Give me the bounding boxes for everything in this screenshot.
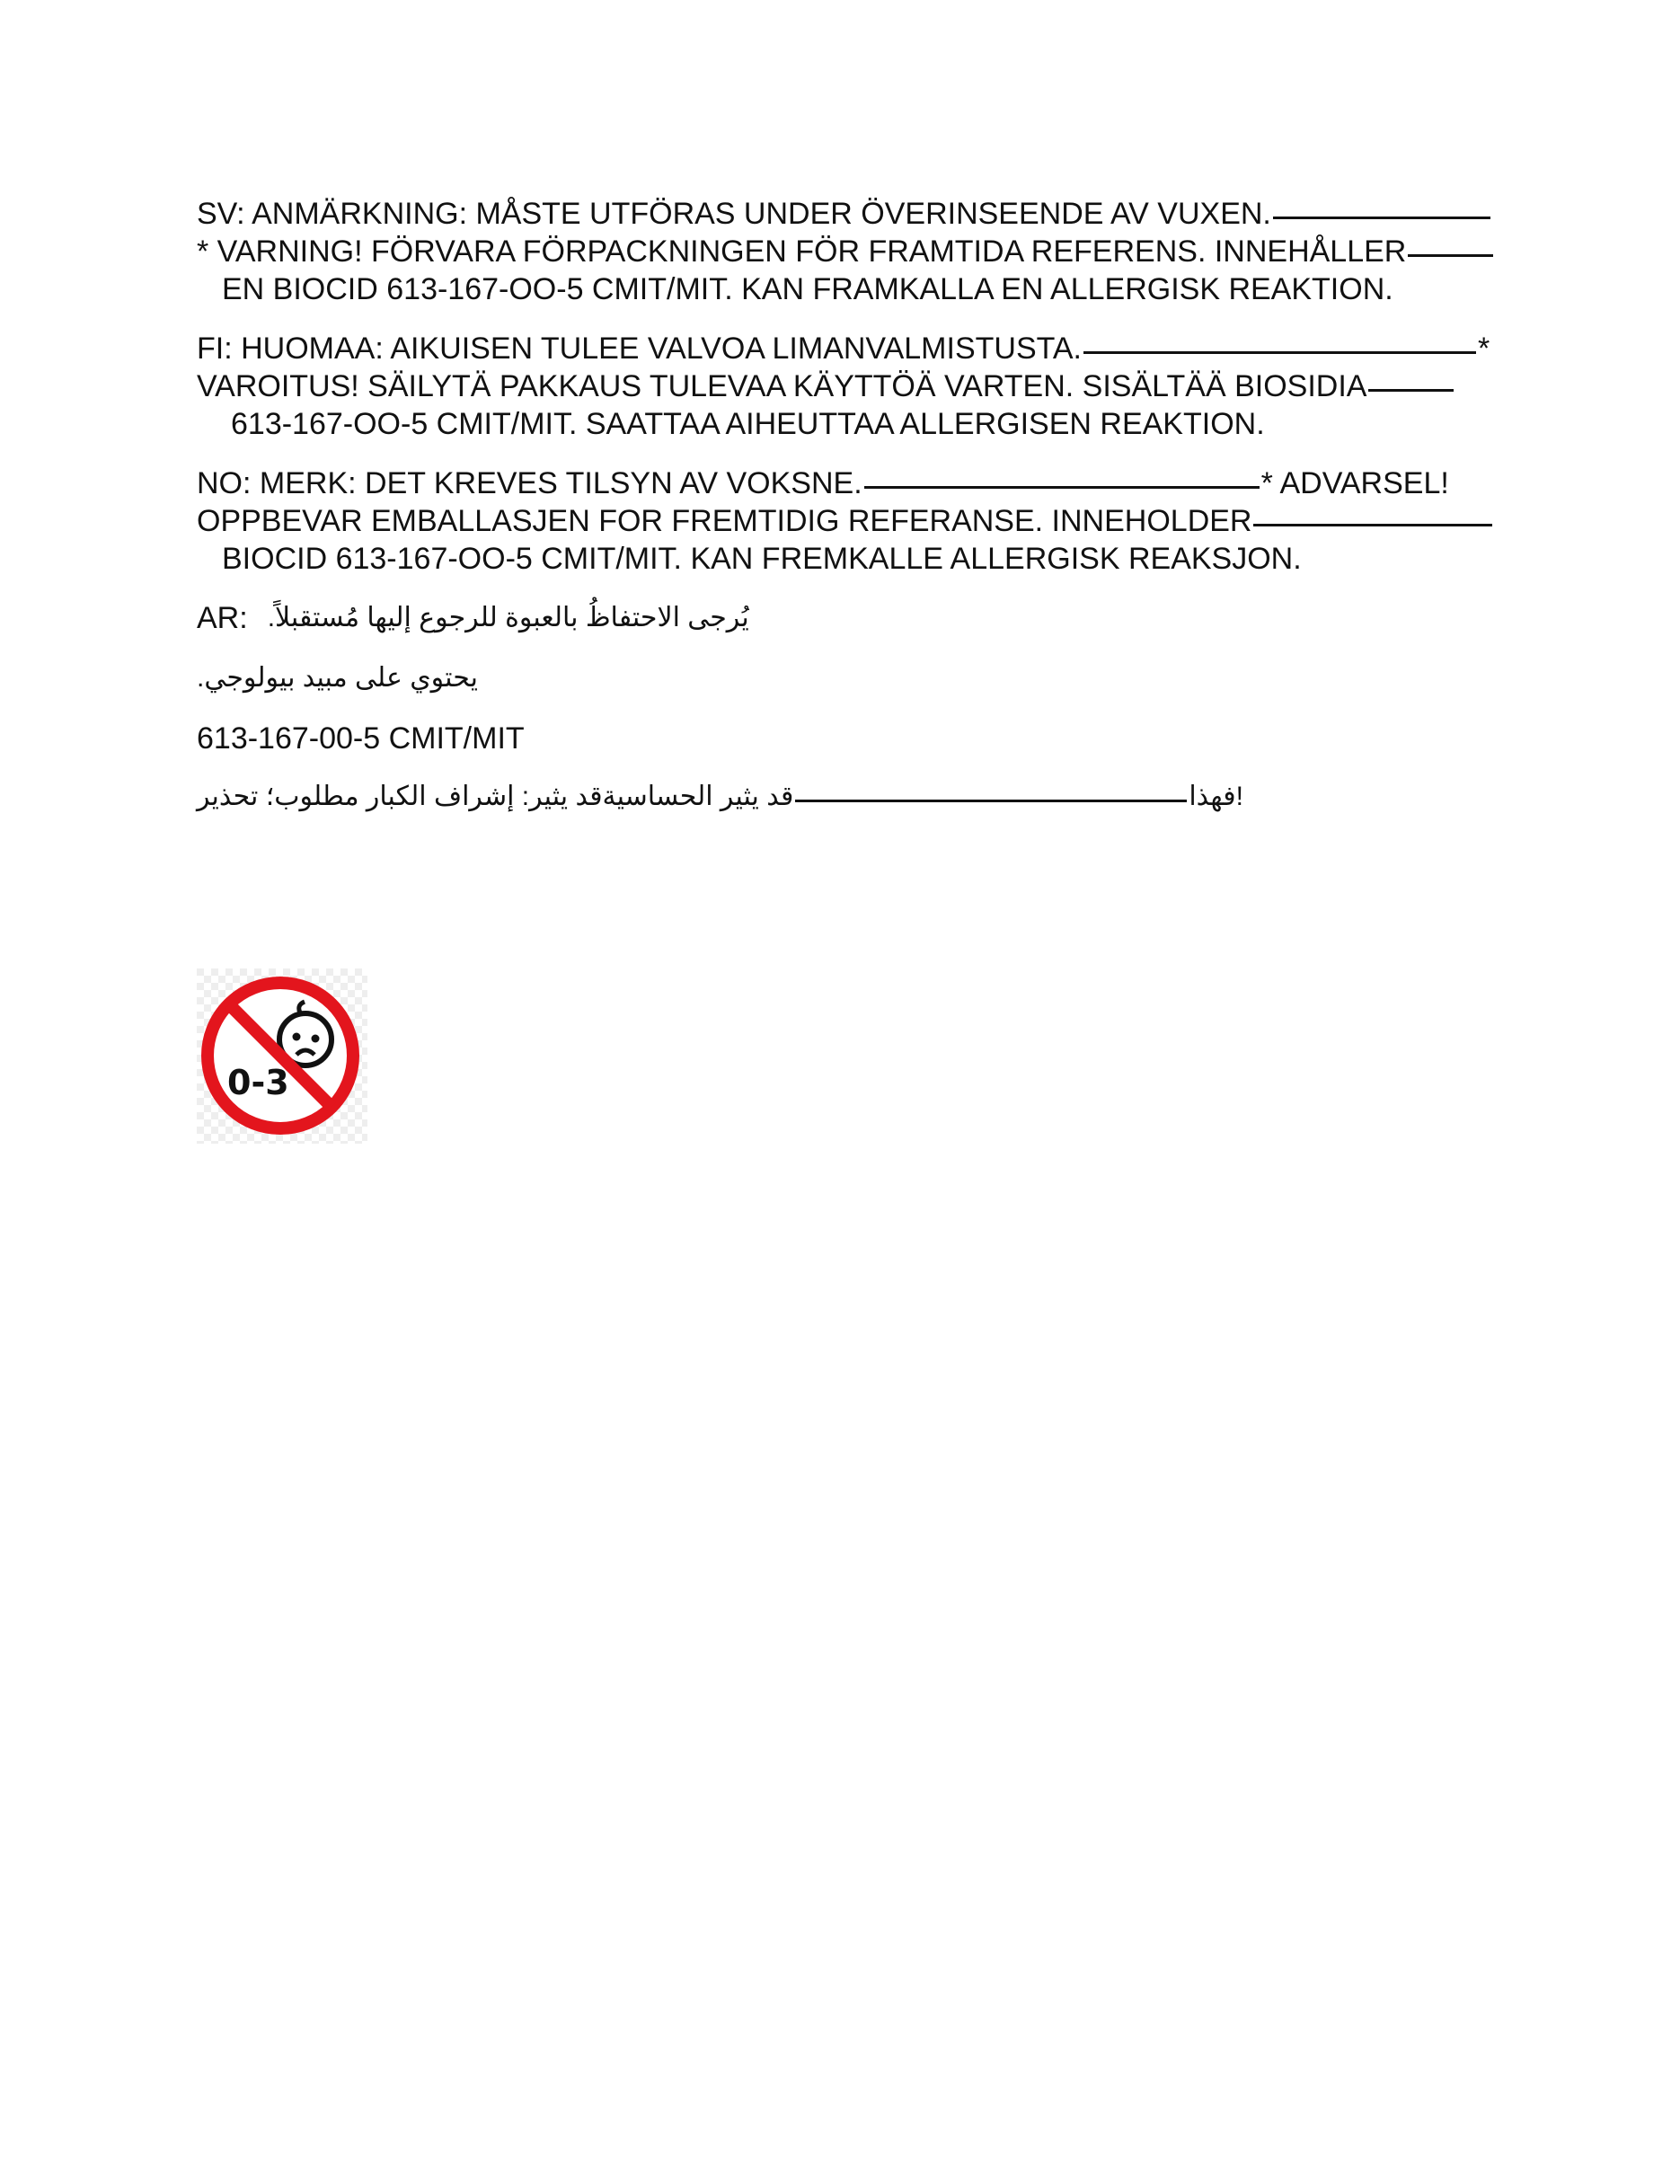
fi-line-1: FI: HUOMAA: AIKUISEN TULEE VALVOA LIMANVALMISTUSTA. * <box>197 332 1490 366</box>
ar-line-4: قد يثير الحساسيةقد يثير: إشراف الكبار مطلوب؛ تحذير !فهذا <box>197 782 1243 811</box>
sv-line-1: SV: ANMÄRKNING: MÅSTE UTFÖRAS UNDER ÖVERINSEENDE AV VUXEN. <box>197 196 1492 232</box>
fill-rule <box>1083 351 1476 354</box>
fill-rule <box>1273 217 1490 219</box>
sv-line-3: EN BIOCID 613-167-OO-5 CMIT/MIT. KAN FRAMKALLA EN ALLERGISK REAKTION. <box>222 272 1393 306</box>
fill-rule <box>864 486 1260 489</box>
ar-code: 613-167-00-5 CMIT/MIT <box>197 721 525 756</box>
no-line-3: BIOCID 613-167-OO-5 CMIT/MIT. KAN FREMKALLE ALLERGISK REAKSJON. <box>222 542 1302 576</box>
age-range-label: 0-3 <box>227 1063 289 1102</box>
fi-line-3: 613-167-OO-5 CMIT/MIT. SAATTAA AIHEUTTAA ALLERGISEN REAKTION. <box>231 407 1265 441</box>
no-children-under-3-icon <box>197 968 367 1144</box>
sv-line-2: * VARNING! FÖRVARA FÖRPACKNINGEN FÖR FRAMTIDA REFERENS. INNEHÅLLER <box>197 234 1495 270</box>
no-line-2: OPPBEVAR EMBALLASJEN FOR FREMTIDIG REFERANSE. INNEHOLDER <box>197 503 1494 539</box>
ar-line-2: يحتوي على مبيد بيولوجي. <box>197 663 478 693</box>
fill-rule <box>1253 524 1492 526</box>
fill-rule <box>1368 389 1454 392</box>
fill-rule <box>795 800 1187 802</box>
no-line-1: NO: MERK: DET KREVES TILSYN AV VOKSNE. * ADVARSEL! <box>197 466 1449 500</box>
fill-rule <box>1408 254 1493 257</box>
fi-line-2: VAROITUS! SÄILYTÄ PAKKAUS TULEVAA KÄYTTÖÄ VARTEN. SISÄLTÄÄ BIOSIDIA <box>197 368 1455 404</box>
ar-line-1: AR: يُرجى الاحتفاظُ بالعبوة للرجوع إليها مُستقبلاً. <box>197 601 749 635</box>
